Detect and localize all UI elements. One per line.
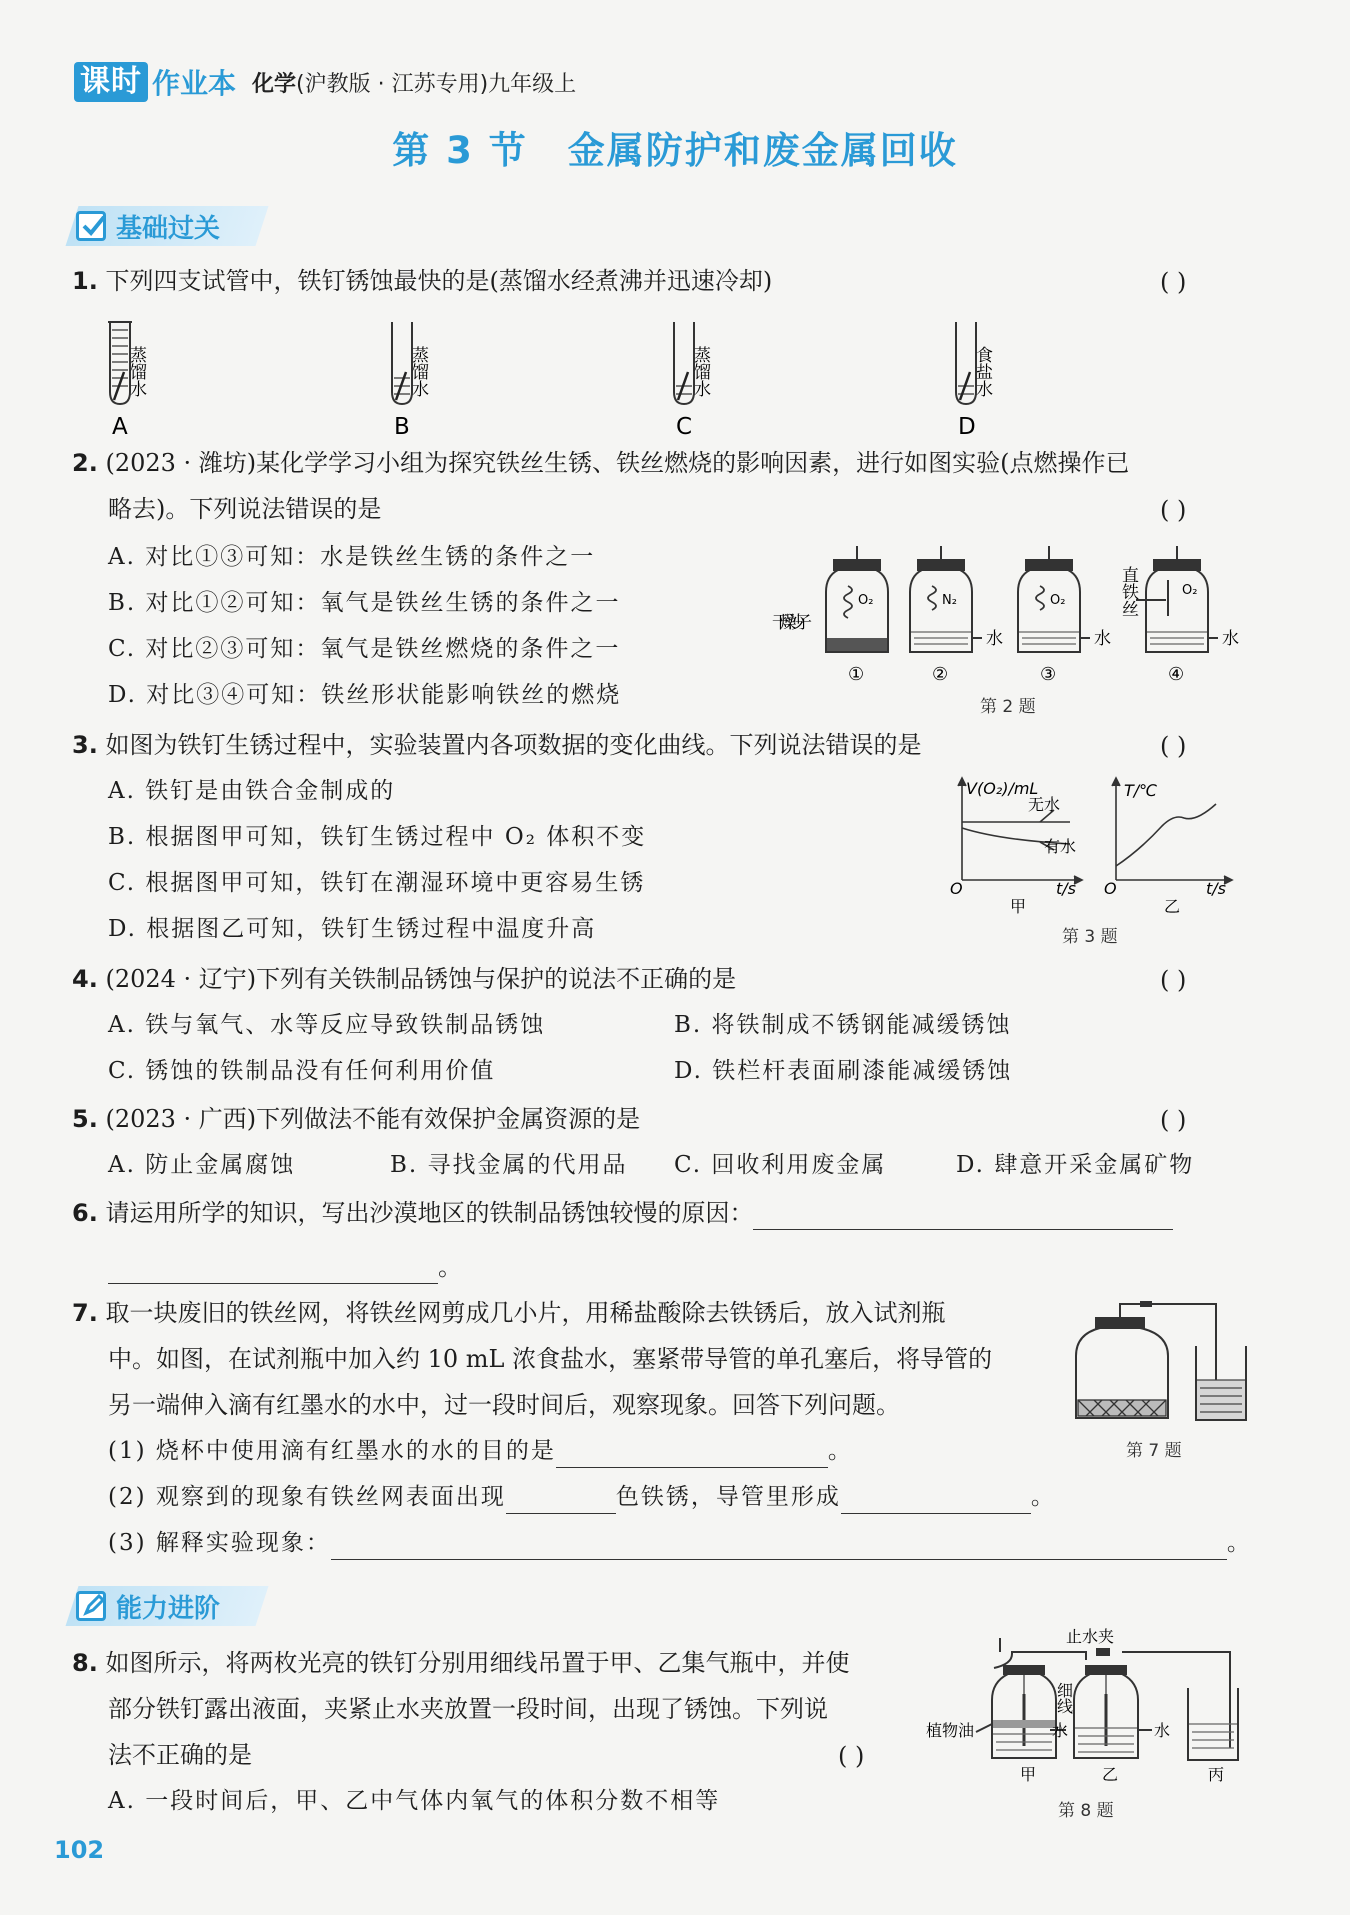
answer-blank-7-3[interactable] [331,1533,1227,1560]
q3-option-a: A. 铁钉是由铁合金制成的 [108,778,396,804]
label-n2: N₂ [942,593,957,608]
q2-option-c: C. 对比②③可知：氧气是铁丝燃烧的条件之一 [108,636,621,662]
q4-option-d: D. 铁栏杆表面刷漆能减缓锈蚀 [674,1058,1013,1084]
question-7-line2: 中。如图，在试剂瓶中加入约 10 mL 浓食盐水，塞紧带导管的单孔塞后，将导管的 [108,1345,993,1373]
graph-yi-origin: O [1104,879,1117,898]
label-bing: 丙 [1208,1765,1225,1784]
tube-c-liquid: 蒸馏水 [690,346,710,397]
logo-main: 课时 [74,62,148,102]
graph-jia-ylabel: V(O₂)/mL [966,779,1039,798]
answer-blank-7-2a[interactable] [506,1487,616,1514]
q4-option-c: C. 锈蚀的铁制品没有任何利用价值 [108,1058,496,1084]
q2-option-b: B. 对比①②可知：氧气是铁丝生锈的条件之一 [108,590,621,616]
bottle-num-3: ③ [1040,664,1057,685]
graph-jia-curve1: 无水 [1028,795,1061,814]
question-6-line2: 。 [108,1250,462,1284]
q2-bottles-figure [770,546,1260,696]
tube-d-liquid: 食盐水 [972,346,992,397]
question-1: 1. 下列四支试管中，铁钉锈蚀最快的是(蒸馏水经煮沸并迅速冷却) [72,267,773,295]
label-water-bing: 水 [1154,1721,1171,1740]
answer-paren-1: ( ) [1160,268,1187,296]
caption-q3: 第 3 题 [1062,927,1118,947]
q7-sub2: (2) 观察到的现象有铁丝网表面出现 色铁锈，导管里形成 。 [108,1480,1056,1514]
graph-yi-name: 乙 [1164,897,1181,916]
question-5: 5. (2023 · 广西)下列做法不能有效保护金属资源的是 [72,1105,641,1133]
label-water-3: 水 [1094,629,1111,649]
label-thread: 细线 [1054,1682,1074,1714]
q4-option-a: A. 铁与氧气、水等反应导致铁制品锈蚀 [108,1012,546,1038]
pencil-icon [76,1591,106,1621]
caption-q2: 第 2 题 [980,697,1036,717]
answer-blank-6b[interactable] [108,1257,438,1284]
graph-yi-xlabel: t/s [1206,879,1226,898]
logo-text: 作业本 [152,67,237,100]
q3-option-d: D. 根据图乙可知，铁钉生锈过程中温度升高 [108,916,597,942]
question-8: 8. 如图所示，将两枚光亮的铁钉分别用细线吊置于甲、乙集气瓶中，并使 [72,1649,850,1677]
answer-blank-7-1[interactable] [556,1441,828,1468]
q5-option-c: C. 回收利用废金属 [674,1152,887,1178]
question-4: 4. (2024 · 辽宁)下列有关铁制品锈蚀与保护的说法不正确的是 [72,965,737,993]
q3-option-c: C. 根据图甲可知，铁钉在潮湿环境中更容易生锈 [108,870,646,896]
q7-apparatus-figure [1070,1300,1250,1428]
bottle-num-4: ④ [1168,664,1185,685]
answer-blank-7-2b[interactable] [841,1487,1031,1514]
graph-jia-name: 甲 [1010,897,1027,916]
q2-option-a: A. 对比①③可知：水是铁丝生锈的条件之一 [108,544,596,570]
question-6: 6. 请运用所学的知识，写出沙漠地区的铁制品锈蚀较慢的原因： [72,1196,1173,1230]
answer-paren-8: ( ) [838,1742,865,1770]
label-water-4: 水 [1222,629,1239,649]
graph-jia-curve2: 有水 [1044,837,1077,856]
q5-option-a: A. 防止金属腐蚀 [108,1152,296,1178]
graph-jia-xlabel: t/s [1056,879,1076,898]
graph-yi-ylabel: T/℃ [1124,781,1158,800]
question-8-line2: 部分铁钉露出液面，夹紧止水夹放置一段时间，出现了锈蚀。下列说 [108,1695,828,1723]
q8-apparatus-figure [926,1624,1246,1804]
q5-option-d: D. 肆意开采金属矿物 [956,1152,1195,1178]
tube-a-liquid: 蒸馏水 [126,346,146,397]
header-subject: 化学(沪教版 · 江苏专用)九年级上 [252,71,577,97]
section-advanced-label: 能力进阶 [116,1593,221,1624]
q3-option-b: B. 根据图甲可知，铁钉生锈过程中 O₂ 体积不变 [108,824,647,850]
bottle-jia [992,1666,1056,1758]
label-oil: 植物油 [926,1721,975,1740]
q5-option-b: B. 寻找金属的代用品 [390,1152,628,1178]
question-2-line2: 略去)。下列说法错误的是 [108,495,382,523]
checkmark-icon [76,211,106,241]
label-water-yi: 水 [1051,1721,1068,1740]
q4-option-b: B. 将铁制成不锈钢能减缓锈蚀 [674,1012,1012,1038]
label-yi: 乙 [1102,1765,1119,1784]
label-o2-1: O₂ [858,593,874,608]
q3-graphs-figure [950,770,1240,920]
q7-sub1: (1) 烧杯中使用滴有红墨水的水的目的是 。 [108,1434,853,1468]
q2-option-d: D. 对比③④可知：铁丝形状能影响铁丝的燃烧 [108,682,622,708]
tube-d-label: D [958,414,976,440]
bottle-num-2: ② [932,664,949,685]
tube-b-liquid: 蒸馏水 [408,346,428,397]
q1-test-tubes-figure [90,312,1010,442]
clamp-icon [1096,1648,1110,1656]
header [74,62,576,102]
page-number: 102 [54,1836,105,1864]
label-o2-3: O₂ [1050,593,1066,608]
caption-q7: 第 7 题 [1126,1441,1182,1461]
tube-c-label: C [676,414,693,440]
label-water-2: 水 [986,629,1003,649]
answer-paren-5: ( ) [1160,1106,1187,1134]
section-basic-label: 基础过关 [116,213,221,244]
tube-a-label: A [112,414,128,440]
answer-blank-6a[interactable] [753,1203,1173,1230]
wire-mesh [1078,1400,1166,1416]
bottle-4 [1136,546,1218,652]
q7-sub3: (3) 解释实验现象： 。 [108,1526,1252,1560]
caption-q8: 第 8 题 [1058,1801,1114,1821]
question-7: 7. 取一块废旧的铁丝网，将铁丝网剪成几小片，用稀盐酸除去铁锈后，放入试剂瓶 [72,1299,946,1327]
label-sand: 干燥沙子 [772,613,812,633]
question-7-line3: 另一端伸入滴有红墨水的水中，过一段时间后，观察现象。回答下列问题。 [108,1391,900,1419]
answer-paren-2: ( ) [1160,496,1187,524]
question-2: 2. (2023 · 潍坊)某化学学习小组为探究铁丝生锈、铁丝燃烧的影响因素，进行如图实验(点燃操作已 [72,449,1130,477]
page-title: 第 3 节 金属防护和废金属回收 [392,129,958,172]
q8-option-a: A. 一段时间后，甲、乙中气体内氧气的体积分数不相等 [108,1788,721,1814]
bottle-num-1: ① [848,664,865,685]
bottle-1 [826,546,888,652]
section-basic-header [72,206,220,246]
question-3: 3. 如图为铁钉生锈过程中，实验装置内各项数据的变化曲线。下列说法错误的是 [72,731,922,759]
label-jia: 甲 [1020,1765,1037,1784]
label-o2-4: O₂ [1182,583,1198,598]
graph-jia-origin: O [950,879,963,898]
label-straight-wire: 直铁丝 [1118,566,1138,617]
section-advanced-header [72,1586,220,1626]
answer-paren-4: ( ) [1160,966,1187,994]
answer-paren-3: ( ) [1160,732,1187,760]
tube-b-label: B [394,414,410,440]
question-8-line3: 法不正确的是 [108,1741,252,1769]
label-clamp: 止水夹 [1066,1627,1115,1646]
beaker-water [1197,1380,1245,1419]
